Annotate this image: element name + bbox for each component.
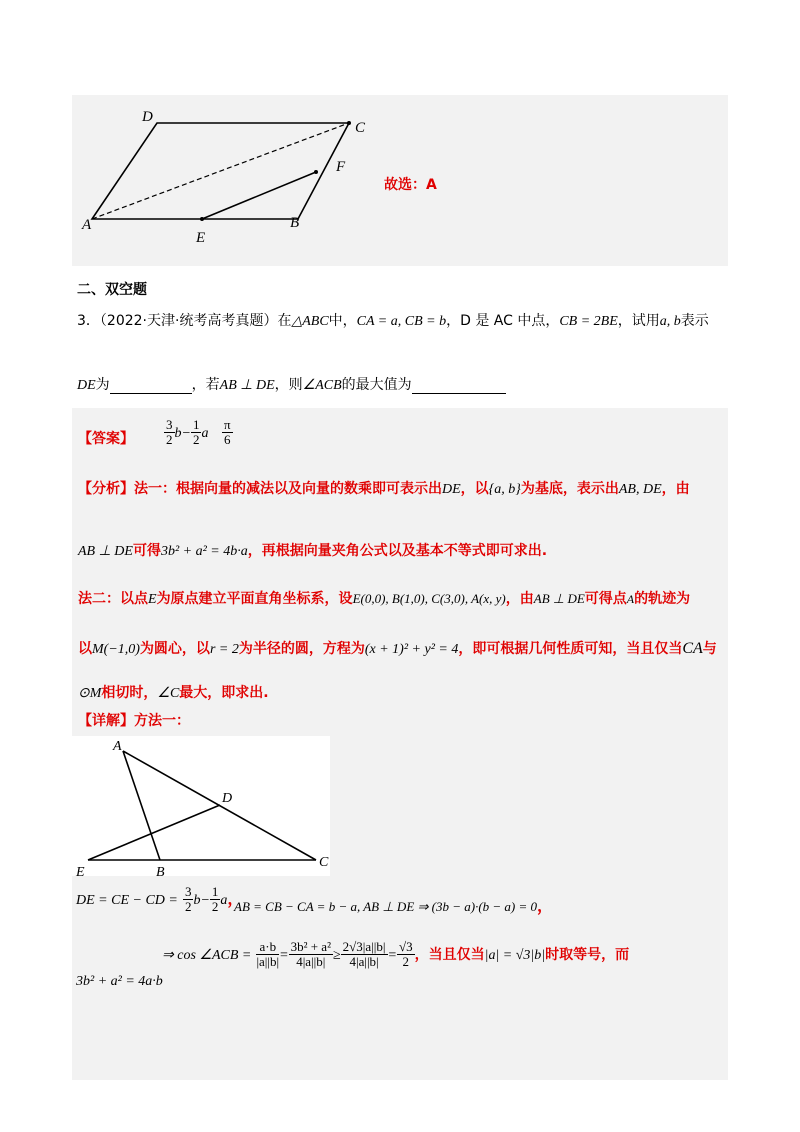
label-e: E xyxy=(196,230,206,246)
point-f-dot xyxy=(314,170,318,174)
text-zhong: 中， xyxy=(328,313,357,329)
text-ze: ，则 xyxy=(274,377,303,393)
angle-acb: ∠ACB xyxy=(302,378,342,393)
text-max: 的最大值为 xyxy=(341,377,412,393)
text-d-midpoint: ，D 是 AC 中点， xyxy=(446,313,560,329)
triangle-figure-box xyxy=(72,736,330,876)
perp-condition: AB ⊥ DE xyxy=(219,378,275,393)
detail-equation-2: AB = CB − CA = b − a, AB ⊥ DE ⇒ (3b − a)·(b − a) = 0， xyxy=(234,896,554,915)
label-d: D xyxy=(142,109,153,125)
tri-label-c: C xyxy=(319,855,329,870)
question-line-2 xyxy=(77,374,506,394)
question-source: （2022·天津·统考高考真题）在 xyxy=(99,313,292,329)
tri-label-b: B xyxy=(156,865,165,876)
blank-2 xyxy=(412,377,506,394)
text-wei: 为 xyxy=(95,377,110,393)
detail-label: 【详解】方法一： xyxy=(78,713,190,729)
label-b: B xyxy=(290,215,300,231)
figure-panel-1 xyxy=(72,95,728,266)
answer-value-1: $\frac{3}{2}$ b− $\frac{1}{2}$ a xyxy=(166,417,209,447)
question-line-1 xyxy=(77,310,709,330)
analysis-line-1: 【分析】法一：根据向量的减法以及向量的数乘即可表示出DE，以{a, b}为基底，表示出AB, DE，由 xyxy=(78,481,690,497)
answer-value-2: $\frac{\pi}{6}$ xyxy=(224,417,231,447)
analysis-line-2: AB ⊥ DE可得3b² + a² = 4b·a，再根据向量夹角公式以及基本不等式即可求出. xyxy=(78,543,548,559)
detail-equation-3-left: 3b² + a² = 4a·b xyxy=(76,974,163,989)
blank-1 xyxy=(110,377,192,394)
label-c: C xyxy=(355,120,366,136)
triangle-figure xyxy=(72,736,330,876)
analysis-line-5: ⊙M相切时，∠C最大，即求出. xyxy=(78,685,269,701)
detail-equation-1: DE = CE − CD = $\frac{3}{2}$ b− $\frac{1}{2}$ a， xyxy=(76,884,244,914)
point-e-dot xyxy=(200,217,204,221)
label-a: A xyxy=(82,217,92,233)
given-vectors: CA = a, CB = b xyxy=(356,314,447,329)
answer-choice: 故选：A xyxy=(384,177,437,193)
text-try: ，试用 xyxy=(617,313,660,329)
analysis-line-3: 法二：以点E为原点建立平面直角坐标系，设E(0,0), B(1,0), C(3,0), A(x, y)，由AB ⊥ DE可得点A的轨迹为 xyxy=(78,591,691,607)
label-f: F xyxy=(336,159,346,175)
vector-de: DE xyxy=(77,378,96,393)
vector-equation: CB = 2BE xyxy=(559,314,618,329)
tri-label-e: E xyxy=(76,865,85,876)
solution-panel xyxy=(72,408,728,1080)
basis-ab: a, b xyxy=(659,314,681,329)
diagonal-ac-dashed xyxy=(92,123,349,219)
triangle-abc: △ABC xyxy=(291,314,329,329)
answer-label: 【答案】 xyxy=(78,431,134,447)
tri-label-d: D xyxy=(222,791,233,806)
point-c-dot xyxy=(347,121,351,125)
tri-label-a: A xyxy=(113,739,122,754)
section-title: 二、双空题 xyxy=(77,282,147,298)
question-number: 3． xyxy=(77,313,100,329)
analysis-line-4: 以M(−1,0)为圆心，以r = 2为半径的圆，方程为(x + 1)² + y² = 4，即可根据几何性质可知，当且仅当CA与 xyxy=(78,640,717,657)
detail-equation-3: ⇒ cos ∠ACB = $\frac{a\cdot b}{|a||b|}$ = $\frac{\text{3b² + a²}}{4|a||b|}$ ≥ $\frac{2√3|a||b|}{4|a||b|}$ = $\frac{√3}{2}$ ，当且仅当|a| = √3|b|时取等号，而 xyxy=(162,939,630,969)
text-ruo: ，若 xyxy=(191,377,220,393)
segment-ef xyxy=(202,172,316,219)
text-represent: 表示 xyxy=(680,313,709,329)
segment-ed xyxy=(88,805,220,860)
